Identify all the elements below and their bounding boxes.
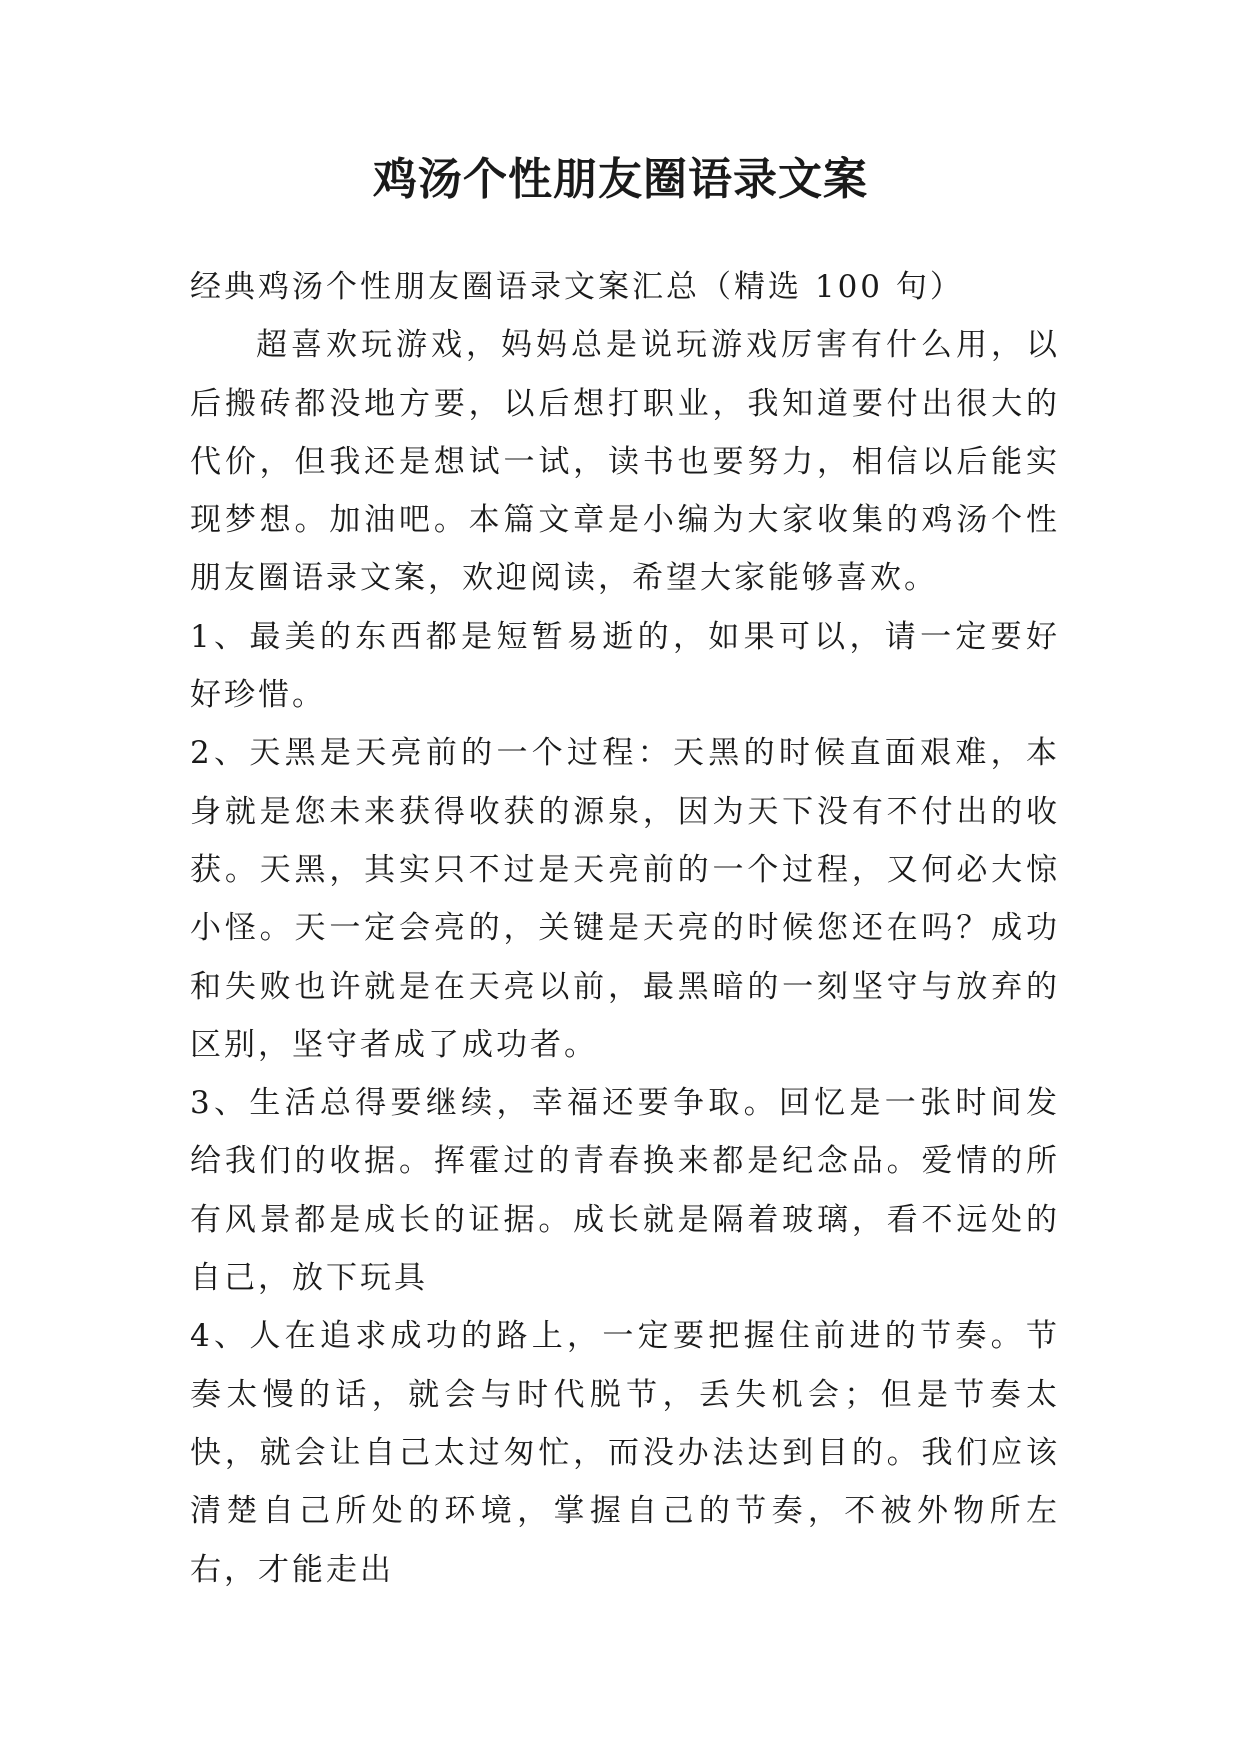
document-subtitle: 经典鸡汤个性朋友圈语录文案汇总（精选 100 句） — [190, 269, 964, 305]
list-item: 4、人在追求成功的路上，一定要把握住前进的节奏。节奏太慢的话，就会与时代脱节，丢失机会；但是节奏太快，就会让自己太过匆忙，而没办法达到目的。我们应该清楚自己所处的环境，掌握自己的节奏，不被外物所左右，才能走出 — [190, 1318, 1060, 1588]
list-item: 1、最美的东西都是短暂易逝的，如果可以，请一定要好好珍惜。 — [190, 618, 1060, 714]
document-title: 鸡汤个性朋友圈语录文案 — [373, 154, 868, 205]
list-item: 3、生活总得要继续，幸福还要争取。回忆是一张时间发给我们的收据。挥霍过的青春换来都是纪念品。爱情的所有风景都是成长的证据。成长就是隔着玻璃，看不远处的自己，放下玩具 — [190, 1085, 1060, 1297]
intro-paragraph: 超喜欢玩游戏，妈妈总是说玩游戏厉害有什么用，以后搬砖都没地方要，以后想打职业，我知道要付出很大的代价，但我还是想试一试，读书也要努力，相信以后能实现梦想。加油吧。本篇文章是小编为大家收集的鸡汤个性朋友圈语录文案，欢迎阅读，希望大家能够喜欢。 — [190, 327, 1060, 597]
document-body — [190, 258, 1060, 1599]
list-item: 2、天黑是天亮前的一个过程：天黑的时候直面艰难，本身就是您未来获得收获的源泉，因为天下没有不付出的收获。天黑，其实只不过是天亮前的一个过程，又何必大惊小怪。天一定会亮的，关键是天亮的时候您还在吗？成功和失败也许就是在天亮以前，最黑暗的一刻坚守与放弃的区别，坚守者成了成功者。 — [190, 735, 1060, 1063]
